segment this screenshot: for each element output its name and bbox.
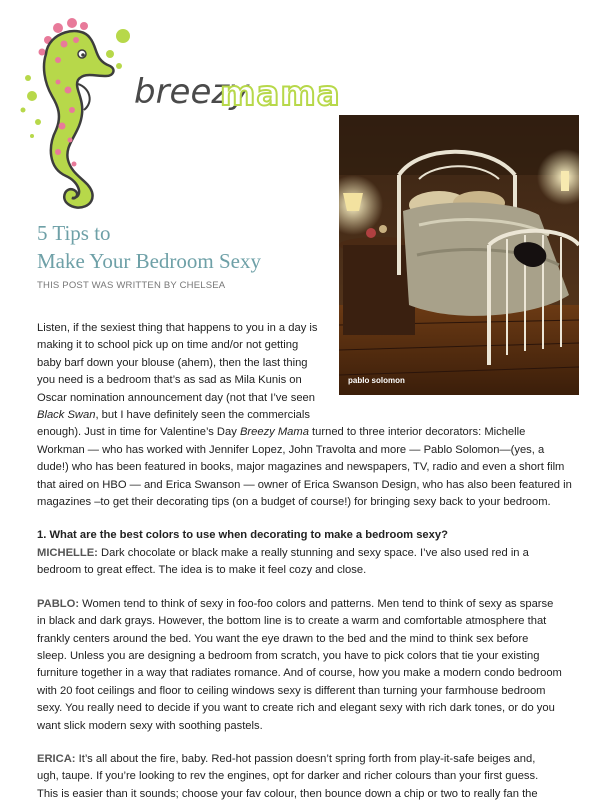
intro-line: dude!) who has been featured in books, major magazines and newspapers, TV, radio and even a short film [37, 461, 565, 474]
pablo-answer-line: with 20 foot ceilings and floor to ceiling windows sexy is different than turning your farmhouse bedroom [37, 684, 546, 697]
intro-line: that aired on HBO — and Erica Swanson — owner of Erica Swanson Design, who has also been featured in [37, 478, 572, 491]
breezy-mama-logo[interactable] [18, 14, 341, 214]
post-byline: THIS POST WAS WRITTEN BY CHELSEA [37, 280, 226, 291]
erica-answer-line: This is easier than it sounds; choose your fav colour, then bounce down a chip or two to really fan the [37, 787, 538, 800]
intro-line: baby barf down your blouse (ahem), then the last thing [37, 356, 308, 369]
intro-line: magazines –to get their decorating tips (on a budget of course!) for bringing sexy back to your bedroom. [37, 496, 551, 509]
pablo-answer-line [37, 596, 581, 613]
michelle-answer-line [37, 545, 581, 562]
erica-answer-line [37, 751, 581, 768]
speaker-label: MICHELLE: [37, 546, 98, 559]
post-title-line-2: Make Your Bedroom Sexy [37, 249, 261, 273]
intro-line-part: turned to three interior decorators: Michelle [308, 426, 526, 439]
film-title: Black Swan [37, 409, 96, 422]
intro-line: Workman — who has worked with Jennifer Lopez, John Travolta and more — Pablo Solomon—(yes, a [37, 443, 545, 456]
answer-text: Dark chocolate or black make a really stunning and sexy space. I’ve also used red in a [97, 546, 529, 559]
intro-line-rest: , but I have definitely seen the commercials [95, 409, 310, 422]
intro-line: you need is a bedroom that’s as sad as Mila Kunis on [37, 374, 302, 387]
question-heading: 1. What are the best colors to use when decorating to make a bedroom sexy? [37, 529, 448, 542]
intro-line [37, 424, 581, 441]
intro-line: Oscar nomination announcement day (not that I’ve seen [37, 391, 315, 404]
post-title[interactable] [37, 219, 261, 275]
erica-answer-line: ugh, taupe. If you’re looking to rev the engines, opt for darker and richer colours than your first guess. [37, 770, 539, 783]
seahorse-icon [18, 14, 138, 214]
pablo-answer-line: furniture together in a way that radiates romance. And of course, how you make a modern condo bedroom [37, 667, 562, 680]
pablo-answer-line: in black and dark grays. However, the bottom line is to create a warm and comfortable atmosphere that [37, 615, 547, 628]
pablo-answer-line: sleep. Unless you are designing a bedroom from scratch, you have to pick colors that tie your existing [37, 649, 540, 662]
pablo-answer-line: sexy. You really need to decide if you want to create rich and elegant sexy with rich dark tones, or do you [37, 702, 555, 715]
answer-text: It’s all about the fire, baby. Red-hot passion doesn’t spring forth from play-it-safe beiges and, [75, 752, 536, 765]
intro-line-part: enough). Just in time for Valentine’s Day [37, 426, 240, 439]
brand-word-breezy: breezy [134, 72, 250, 112]
speaker-label: PABLO: [37, 597, 80, 610]
michelle-answer-line: bedroom to great effect. The idea is to make it feel cozy and close. [37, 564, 367, 577]
speaker-label: ERICA: [37, 752, 76, 765]
post-title-line-1: 5 Tips to [37, 221, 111, 245]
pablo-answer-line: frankly centers around the bed. You want the eye drawn to the bed and the mind to think sex before [37, 632, 529, 645]
intro-narrow-block [37, 320, 335, 424]
intro-line: Listen, if the sexiest thing that happens to you in a day is [37, 322, 318, 334]
intro-line [37, 407, 335, 424]
article-body [37, 320, 581, 803]
brand-mention: Breezy Mama [239, 426, 309, 439]
answer-text: Women tend to think of sexy in foo-foo colors and patterns. Men tend to think of sexy as sparse [79, 597, 554, 610]
photo-credit: pablo solomon [348, 376, 405, 385]
pablo-answer-line: want slick modern sexy with soothing pastels. [37, 719, 263, 732]
intro-line: making it to school pick up on time and/or not getting [37, 339, 299, 352]
brand-word-mama: mama [220, 74, 341, 114]
